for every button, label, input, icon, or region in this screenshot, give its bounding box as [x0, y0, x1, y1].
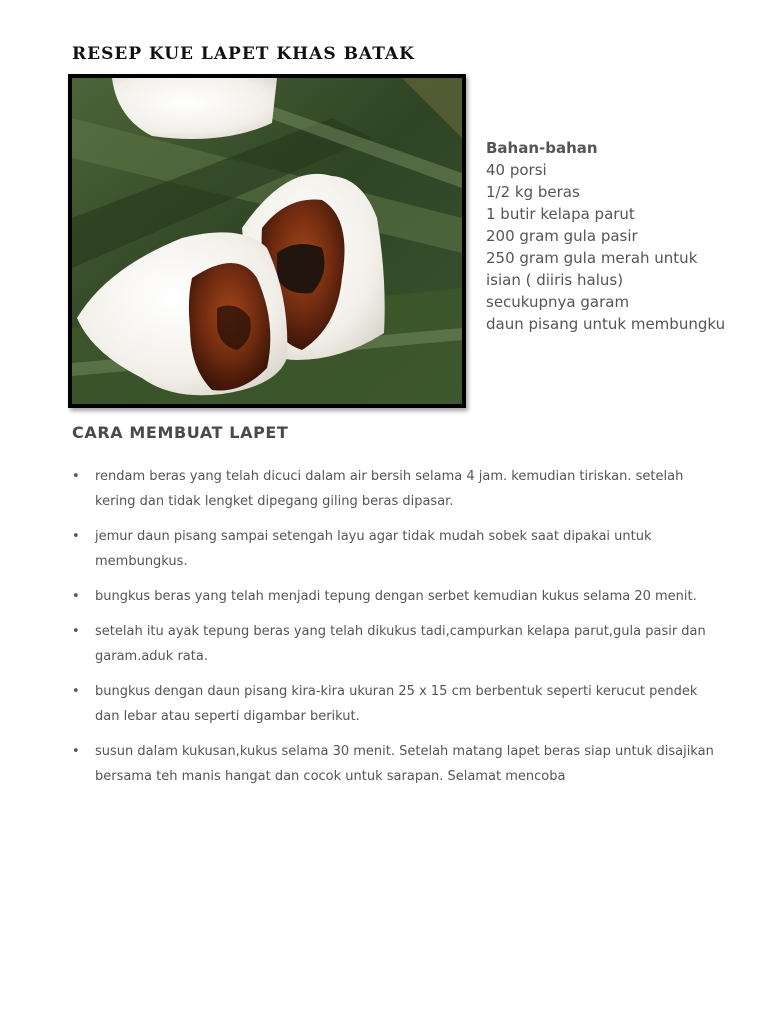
bullet-icon: • [72, 744, 80, 759]
bullet-icon: • [72, 684, 80, 699]
method-step-text: bungkus beras yang telah menjadi tepung dengan serbet kemudian kukus selama 20 menit. [95, 589, 697, 604]
bullet-icon: • [72, 624, 80, 639]
method-step [72, 464, 722, 514]
method-step [72, 524, 722, 574]
method-step [72, 619, 722, 669]
ingredients-heading: Bahan-bahan [486, 139, 598, 157]
page-title: RESEP KUE LAPET KHAS BATAK [72, 44, 415, 64]
ingredient-item: 250 gram gula merah untuk isian ( diiris halus) [486, 249, 698, 289]
ingredient-item: daun pisang untuk membungku [486, 315, 726, 333]
method-step [72, 584, 722, 609]
ingredient-item: secukupnya garam [486, 293, 630, 311]
lapet-illustration [72, 78, 462, 404]
method-step-text: bungkus dengan daun pisang kira-kira ukuran 25 x 15 cm berbentuk seperti kerucut pendek dan lebar atau seperti digambar berikut. [95, 684, 698, 724]
method-step [72, 739, 722, 789]
ingredient-item: 1/2 kg beras [486, 183, 580, 201]
bullet-icon: • [72, 589, 80, 604]
bullet-icon: • [72, 529, 80, 544]
method-step-text: jemur daun pisang sampai setengah layu agar tidak mudah sobek saat dipakai untuk membungkus. [95, 529, 652, 569]
ingredient-item: 40 porsi [486, 161, 547, 179]
ingredient-item: 1 butir kelapa parut [486, 205, 635, 223]
method-step-text: susun dalam kukusan,kukus selama 30 menit. Setelah matang lapet beras siap untuk disajikan bersama teh manis hangat dan cocok untuk sarapan. Selamat mencoba [95, 744, 714, 784]
lapet-photo [68, 74, 466, 408]
ingredients-section [486, 137, 726, 335]
method-step-text: rendam beras yang telah dicuci dalam air bersih selama 4 jam. kemudian tiriskan. setelah kering dan tidak lengket dipegang giling beras dipasar. [95, 469, 684, 509]
method-heading: CARA MEMBUAT LAPET [72, 423, 289, 442]
method-step-text: setelah itu ayak tepung beras yang telah dikukus tadi,campurkan kelapa parut,gula pasir dan garam.aduk rata. [95, 624, 706, 664]
method-steps-list [72, 464, 722, 799]
bullet-icon: • [72, 469, 80, 484]
ingredient-item: 200 gram gula pasir [486, 227, 638, 245]
method-step [72, 679, 722, 729]
